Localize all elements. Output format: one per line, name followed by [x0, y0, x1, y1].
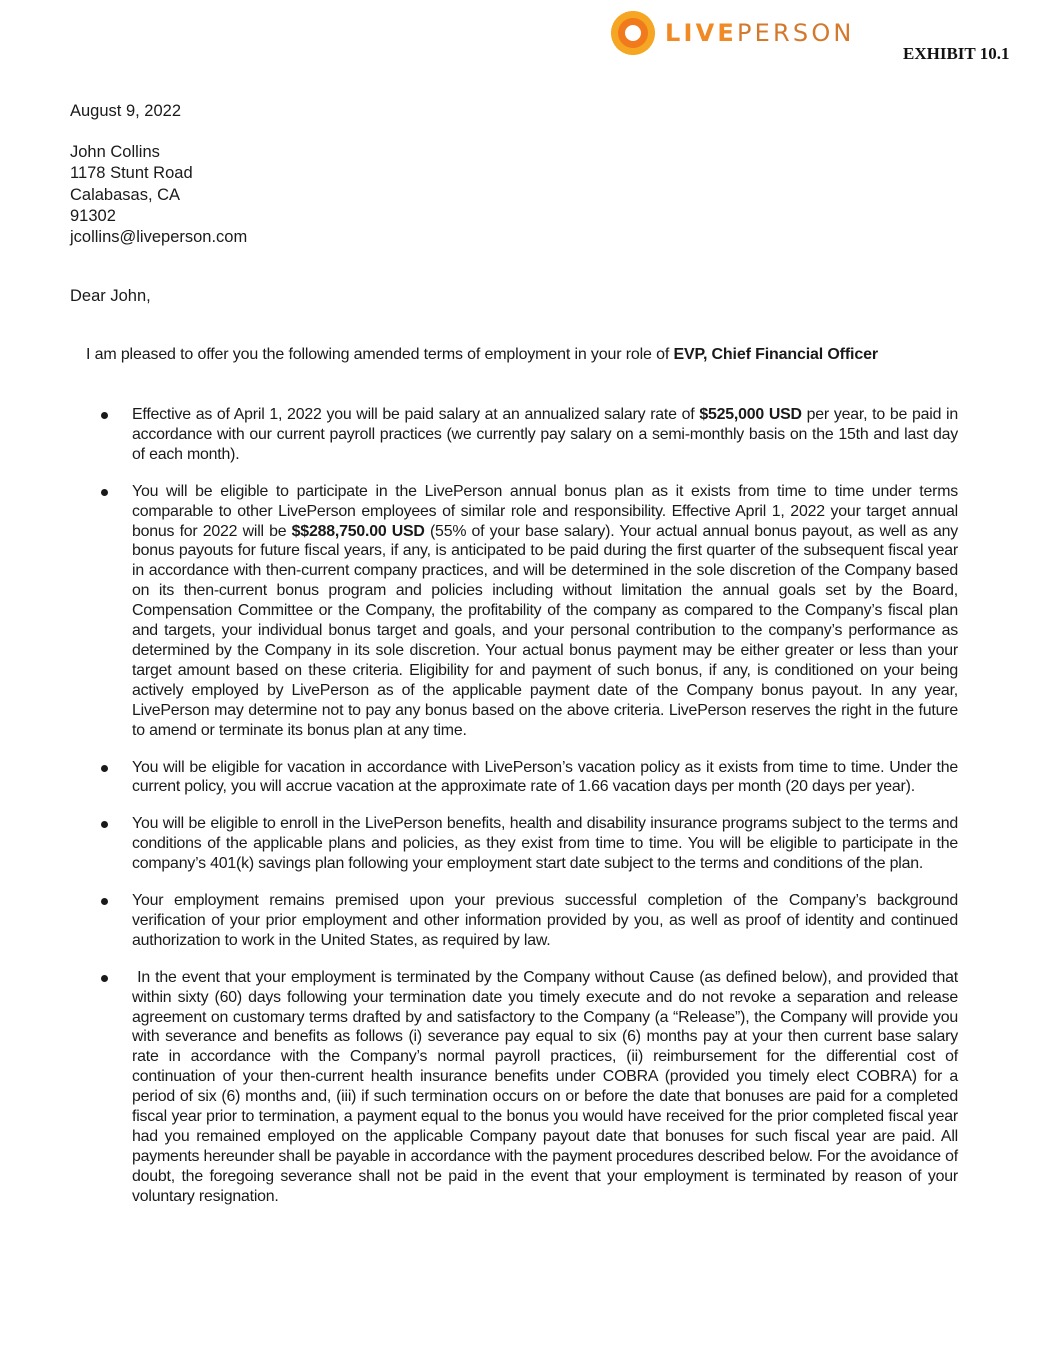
recipient-city-state: Calabasas, CA: [70, 185, 181, 204]
role-title: EVP, Chief Financial Officer: [673, 346, 878, 363]
bullet-icon: [101, 898, 108, 905]
recipient-email: jcollins@liveperson.com: [70, 228, 248, 247]
intro-text: I am pleased to offer you the following amended terms of employment in your role of: [86, 346, 674, 363]
term-benefits: [96, 814, 958, 874]
term-text: In the event that your employment is terminated by the Company without Cause (as defined below), and provided that within sixty (60) days following your termination date you timely execute and do not revoke a separation and release agreement on customary terms drafted by and satisfactory to the Company (a “Release”), the Company will provide you with severance and benefits as follows (i) severance pay equal to six (6) months pay at your then current base salary rate in accordance with the Company’s normal payroll practices, (ii) reimbursement for the differential cost of continuation of your then-current health insurance benefits under COBRA (provided you timely elect COBRA) for a period of six (6) months and, (iii) if such termination occurs on or before the date that bonuses are paid for a completed fiscal year prior to termination, a payment equal to the bonus you would have received for the prior completed fiscal year had you remained employed on the applicable Company payout date that bonuses for such fiscal year are paid. All payments hereunder shall be payable in accordance with the payment procedures described below. For the avoidance of doubt, the foregoing severance shall not be paid in the event that your employment is terminated by reason of your voluntary resignation.: [132, 968, 958, 1205]
term-severance: [96, 968, 958, 1207]
salutation: Dear John,: [70, 287, 151, 305]
term-vacation: [96, 758, 958, 798]
recipient-street: 1178 Stunt Road: [70, 164, 193, 183]
salary-amount: $525,000 USD: [699, 406, 802, 423]
term-background-check: [96, 891, 958, 951]
term-text: (55% of your base salary). Your actual annual bonus payout, as well as any bonus payouts for future fiscal years, if any, is anticipated to be paid during the first quarter of the subsequent fiscal year in accordance with then-current company practices, and will be determined in the sole discretion of the Company based on its then-current bonus program and policies including without limitation the annual goals set by the Board, Compensation Committee or the Company, the profitability of the company as compared to the Company’s fiscal plan and targets, your individual bonus target and goals, and your personal contribution to the company’s performance as determined by the Company in its sole discretion. Your actual bonus payment may be either greater or less than your target amount based on these criteria. Eligibility for and payment of such bonus, if any, is conditioned on your being actively employed by LivePerson as of the applicable payment date of the Company bonus payout. In any year, LivePerson may determine not to pay any bonus based on the above criteria. LivePerson reserves the right in the future to amend or terminate its bonus plan at any time.: [132, 522, 958, 739]
term-text: Your employment remains premised upon your previous successful completion of the Company’s background verification of your prior employment and other information provided by you, as well as proof of identity and continued authorization to work in the United States, as required by law.: [132, 892, 958, 949]
logo-text-live: LIVE: [665, 19, 737, 47]
term-text: You will be eligible for vacation in accordance with LivePerson’s vacation policy as it exists from time to time. Under the current policy, you will accrue vacation at the approximate rate of 1.66 vacation days per month (20 days per year).: [132, 758, 958, 796]
letter-date: August 9, 2022: [70, 102, 182, 120]
bullet-icon: [101, 765, 108, 772]
intro-paragraph: [86, 346, 878, 364]
bonus-amount: $$288,750.00 USD: [291, 522, 425, 540]
term-text: Effective as of April 1, 2022 you will be paid salary at an annualized salary rate of: [132, 406, 700, 423]
term-salary: [96, 405, 958, 465]
bullet-icon: [101, 975, 108, 982]
term-text: You will be eligible to enroll in the LivePerson benefits, health and disability insurance programs subject to the terms and conditions of the applicable plans and policies, as they exist from time to time. You will be eligible to participate in the company’s 401(k) savings plan following your employment start date subject to the terms and conditions of the plan.: [132, 815, 958, 873]
term-text: You will be eligible to participate in the LivePerson annual bonus plan as it exists from time to time under terms comparable to other LivePerson employees of similar role and responsibility. Effective April 1, 2022 your target annual bonus for 2022 will be: [132, 482, 958, 540]
recipient-name: John Collins: [70, 143, 160, 161]
liveperson-logo: [611, 11, 855, 55]
sun-gear-icon: [611, 11, 655, 55]
recipient-address-block: [70, 142, 247, 248]
term-text: per year, to be paid in accordance with our current payroll practices (we currently pay salary on a semi-monthly basis on the 15th and last day of each month).: [132, 406, 959, 463]
bullet-icon: [101, 412, 108, 419]
term-bonus: [96, 482, 958, 741]
bullet-icon: [101, 489, 108, 496]
recipient-zip: 91302: [70, 206, 116, 225]
logo-wordmark: [665, 21, 855, 45]
logo-text-person: PERSON: [737, 19, 855, 47]
exhibit-label: EXHIBIT 10.1: [903, 44, 1010, 63]
terms-list: [96, 405, 958, 1224]
bullet-icon: [101, 821, 108, 828]
